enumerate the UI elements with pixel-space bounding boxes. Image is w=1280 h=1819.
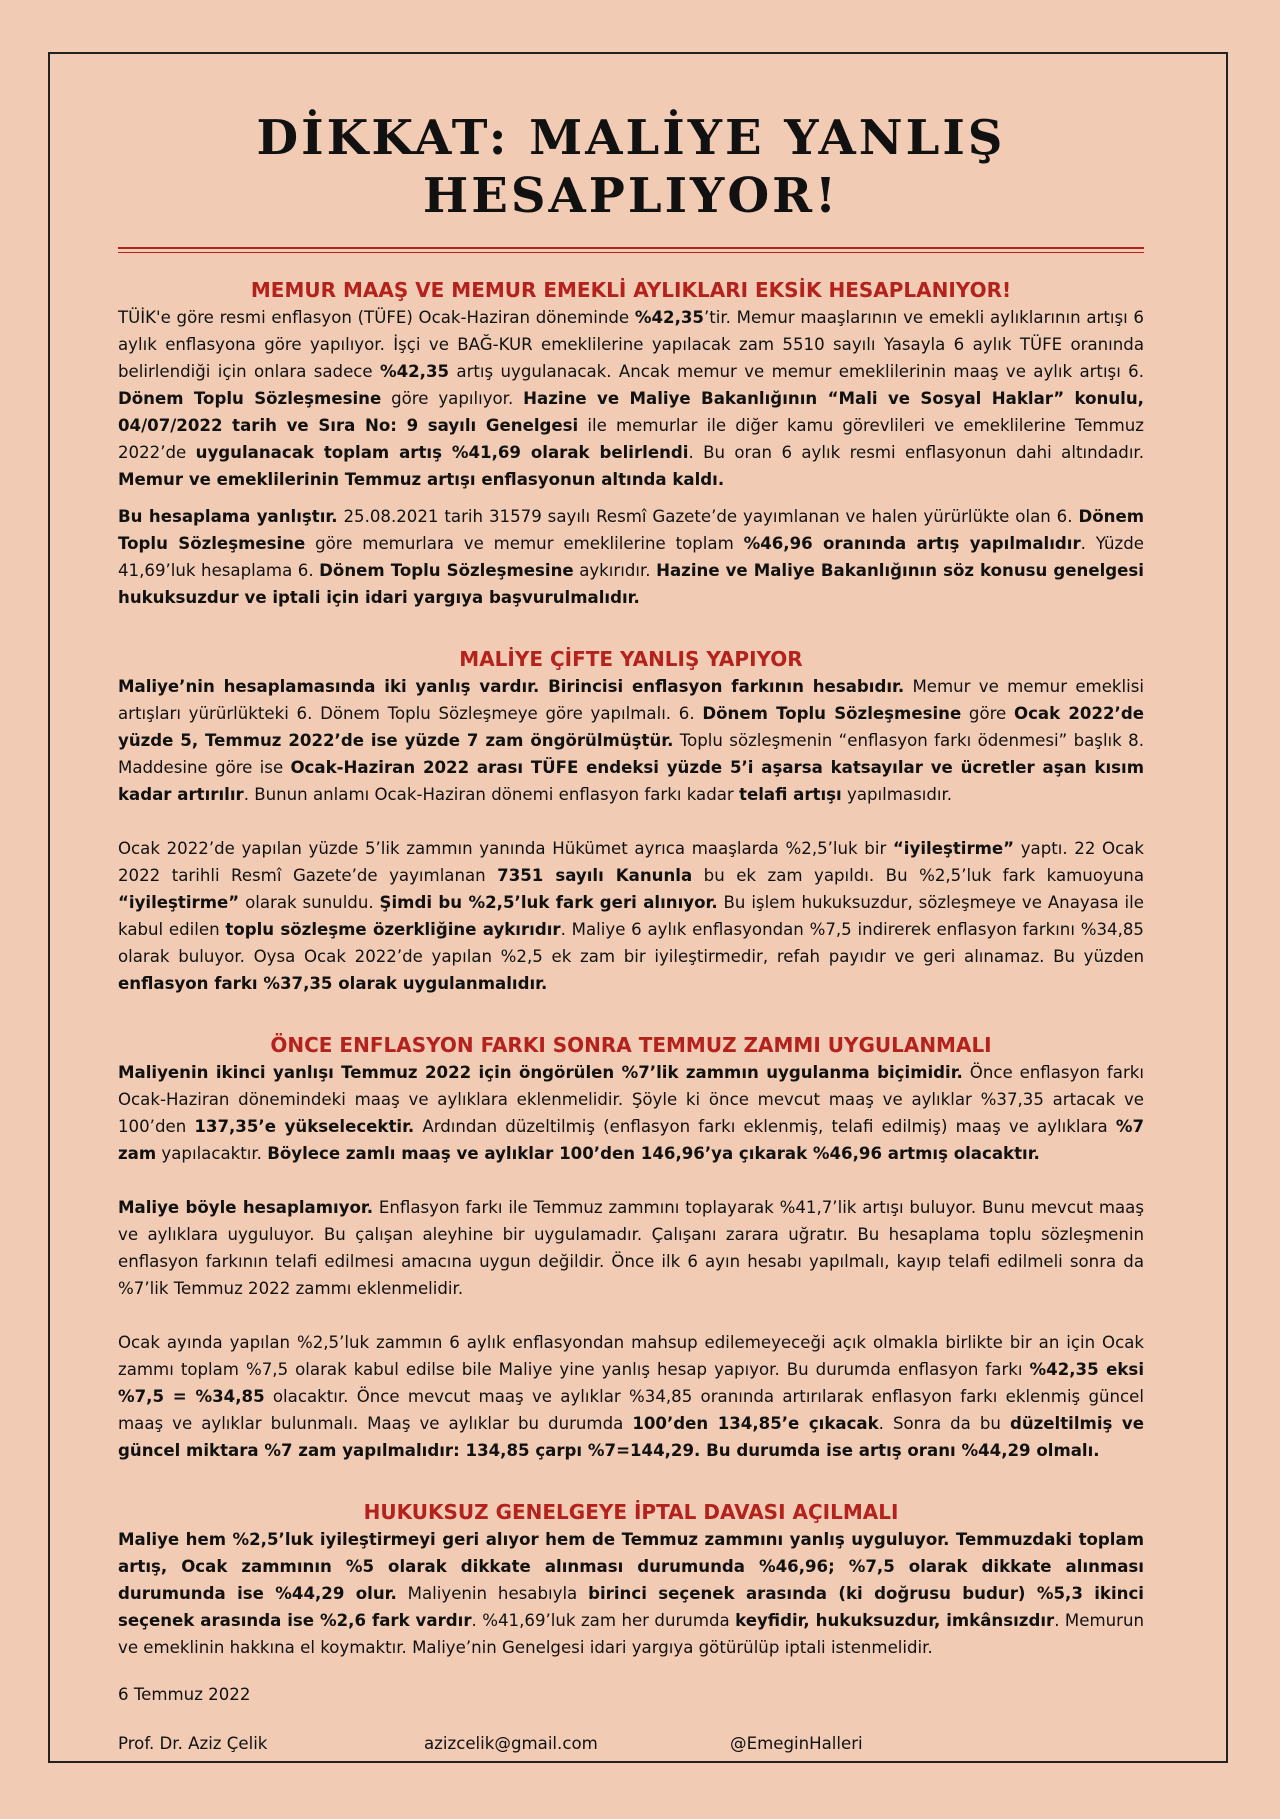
author-name: Prof. Dr. Aziz Çelik [118,1734,268,1754]
paragraph: Maliye hem %2,5’luk iyileştirmeyi geri alıyor hem de Temmuz zammını yanlış uyguluyor. Temmuzdaki toplam artış, Ocak zammının %5 olarak dikkate alınması durumunda %46,96; %7,5 olarak dikkate alınması durumunda ise %44,29 olur. Maliyenin hesabıyla birinci seçenek arasında (ki doğrusu budur) %5,3 ikinci seçenek arasında ise %2,6 fark vardır. %41,69’luk zam her durumda keyfidir, hukuksuzdur, imkânsızdır. Memurun ve emeklinin hakkına el koymaktır. Maliye’nin Genelgesi idari yargıya götürülüp iptali istenmelidir. [118,1530,1144,1658]
paragraph: Ocak 2022’de yapılan yüzde 5’lik zammın yanında Hükümet ayrıca maaşlarda %2,5’luk bir “iyileştirme” yaptı. 22 Ocak 2022 tarihli Resmî Gazete’de yayımlanan 7351 sayılı Kanunla bu ek zam yapıldı. Bu %2,5’luk fark kamuoyuna “iyileştirme” olarak sunuldu. Şimdi bu %2,5’luk fark geri alınıyor. Bu işlem hukuksuzdur, sözleşmeye ve Anayasa ile kabul edilen toplu sözleşme özerkliğine aykırıdır. Maliye 6 aylık enflasyondan %7,5 indirerek enflasyon farkını %34,85 olarak buluyor. Oysa Ocak 2022’de yapılan %2,5 ek zam bir iyileştirmedir, refah payıdır ve geri alınamaz. Bu yüzden enflasyon farkı %37,35 olarak uygulanmalıdır. [118,839,1144,994]
section-heading-1: MEMUR MAAŞ VE MEMUR EMEKLİ AYLIKLARI EKSİK HESAPLANIYOR! [250,278,1012,303]
title-rule-thick [118,247,1144,249]
paragraph: Maliye’nin hesaplamasında iki yanlış vardır. Birincisi enflasyon farkının hesabıdır. Memur ve memur emeklisi artışları yürürlükteki 6. Dönem Toplu Sözleşmeye göre yapılmalı. 6. Dönem Toplu Sözleşmesine göre Ocak 2022’de yüzde 5, Temmuz 2022’de ise yüzde 7 zam öngörülmüştür. Toplu sözleşmenin “enflasyon farkı ödenmesi” başlık 8. Maddesine göre ise Ocak-Haziran 2022 arası TÜFE endeksi yüzde 5’i aşarsa katsayılar ve ücretler aşan kısım kadar artırılır. Bunun anlamı Ocak-Haziran dönemi enflasyon farkı kadar telafi artışı yapılmasıdır. [118,677,1144,805]
document-body [118,110,1144,1757]
section-heading-3: ÖNCE ENFLASYON FARKI SONRA TEMMUZ ZAMMI UYGULANMALI [270,1033,992,1058]
paragraph: Maliyenin ikinci yanlışı Temmuz 2022 için öngörülen %7’lik zammın uygulanma biçimidir. Önce enflasyon farkı Ocak-Haziran dönemindeki maaş ve aylıklara eklenmelidir. Şöyle ki önce mevcut maaş ve aylıklar %37,35 artacak ve 100’den 137,35’e yükselecektir. Ardından düzeltilmiş (enflasyon farkı eklenmiş, telafi edilmiş) maaş ve aylıklara %7 zam yapılacaktır. Böylece zamlı maaş ve aylıklar 100’den 146,96’ya çıkarak %46,96 artmış olacaktır. [118,1063,1144,1164]
signature-line [118,1730,1144,1757]
paragraph: Bu hesaplama yanlıştır. 25.08.2021 tarih 31579 sayılı Resmî Gazete’de yayımlanan ve halen yürürlükte olan 6. Dönem Toplu Sözleşmesine göre memurlara ve memur emeklilerine toplam %46,96 oranında artış yapılmalıdır. Yüzde 41,69’luk hesaplama 6. Dönem Toplu Sözleşmesine aykırıdır. Hazine ve Maliye Bakanlığının söz konusu genelgesi hukuksuzdur ve iptali için idari yargıya başvurulmalıdır. [118,507,1144,608]
paragraph: TÜİK'e göre resmi enflasyon (TÜFE) Ocak-Haziran döneminde %42,35’tir. Memur maaşlarının ve emekli aylıklarının artışı 6 aylık enflasyona göre yapılıyor. İşçi ve BAĞ-KUR emeklilerine yapılacak zam 5510 sayılı Yasayla 6 aylık TÜFE oranında belirlendiği için onlara sadece %42,35 artış uygulanacak. Ancak memur ve memur emeklilerinin maaş ve aylık artışı 6. Dönem Toplu Sözleşmesine göre yapılıyor. Hazine ve Maliye Bakanlığının “Mali ve Sosyal Haklar” konulu, 04/07/2022 tarih ve Sıra No: 9 sayılı Genelgesi ile memurlar ile diğer kamu görevlileri ve emeklilerine Temmuz 2022’de uygulanacak toplam artış %41,69 olarak belirlendi. Bu oran 6 aylık resmi enflasyonun dahi altındadır. Memur ve emeklilerinin Temmuz artışı enflasyonun altında kaldı. [118,308,1144,490]
page-title: DİKKAT: MALİYE YANLIŞ HESAPLIYOR! [256,110,1006,224]
paragraph: Ocak ayında yapılan %2,5’luk zammın 6 aylık enflasyondan mahsup edilemeyeceği açık olmakla birlikte bir an için Ocak zammı toplam %7,5 olarak kabul edilse bile Maliye yine yanlış hesap yapıyor. Bu durumda enflasyon farkı %42,35 eksi %7,5 = %34,85 olacaktır. Önce mevcut maaş ve aylıklar %34,85 oranında artırılarak enflasyon farkı eklenmiş güncel maaş ve aylıklar bulunmalı. Maaş ve aylıklar bu durumda 100’den 134,85’e çıkacak. Sonra da bu düzeltilmiş ve güncel miktara %7 zam yapılmalıdır: 134,85 çarpı %7=144,29. Bu durumda ise artış oranı %44,29 olmalı. [118,1333,1145,1461]
section-heading-2: MALİYE ÇİFTE YANLIŞ YAPIYOR [459,647,803,672]
document-date: 6 Temmuz 2022 [118,1685,251,1705]
paragraph: Maliye böyle hesaplamıyor. Enflasyon farkı ile Temmuz zammını toplayarak %41,7’lik artışı buluyor. Bunu mevcut maaş ve aylıklara uyguluyor. Bu çalışan aleyhine bir uygulamadır. Çalışanı zarara uğratır. Bu hesaplama toplu sözleşmenin enflasyon farkının telafi edilmesi amacına uygun değildir. Önce ilk 6 ayın hesabı yapılmalı, kayıp telafi edilmeli sonra da %7’lik Temmuz 2022 zammı eklenmelidir. [118,1198,1144,1299]
section-heading-4: HUKUKSUZ GENELGEYE İPTAL DAVASI AÇILMALI [363,1500,899,1525]
author-email: azizcelik@gmail.com [424,1734,598,1754]
author-handle: @EmeginHalleri [730,1734,863,1754]
